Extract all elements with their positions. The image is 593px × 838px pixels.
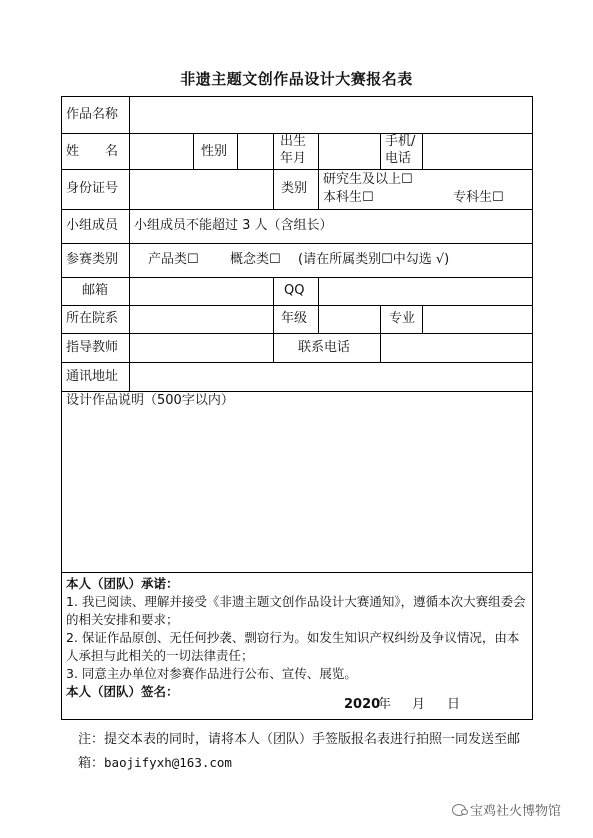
row-divider xyxy=(62,305,532,306)
watermark-text: 宝鸡社火博物馆 xyxy=(470,804,562,819)
phone-label-line2: 电话 xyxy=(385,151,412,166)
col-divider xyxy=(193,133,194,169)
signature-field[interactable] xyxy=(132,665,512,685)
qq-label: QQ xyxy=(284,283,305,298)
address-field[interactable] xyxy=(132,364,529,389)
college-field[interactable] xyxy=(132,307,270,331)
col-divider xyxy=(273,169,274,209)
contest-category-hint: (请在所属类别☐中勾选 √) xyxy=(298,252,450,267)
wechat-icon xyxy=(452,804,466,816)
qq-field[interactable] xyxy=(321,279,529,303)
category-option-junior-college[interactable]: 专科生☐ xyxy=(453,190,504,205)
commitment-heading: 本人（团队）承诺： xyxy=(66,576,179,591)
work-name-field[interactable] xyxy=(132,99,528,131)
major-label: 专业 xyxy=(389,311,416,326)
name-field[interactable] xyxy=(132,135,190,167)
name-label: 姓 名 xyxy=(66,144,119,159)
watermark xyxy=(452,800,561,819)
address-label: 通讯地址 xyxy=(66,369,119,384)
phone-field[interactable] xyxy=(425,135,529,167)
advisor-field[interactable] xyxy=(132,335,270,360)
commitment-item: 1. 我已阅读、理解并接受《非遗主题文创作品设计大赛通知》，遵循本次大赛组委会的相关安排和要求； xyxy=(66,594,526,627)
row-divider xyxy=(62,209,532,210)
row-divider xyxy=(62,243,532,244)
commitment-item: 3. 同意主办单位对参赛作品进行公布、宣传、展览。 xyxy=(66,666,357,681)
sign-month-unit: 月 xyxy=(412,697,426,712)
col-divider xyxy=(237,133,238,169)
id-card-label: 身份证号 xyxy=(66,181,119,196)
note-email[interactable]: baojifyxh@163.com xyxy=(104,755,232,770)
description-field[interactable] xyxy=(66,411,528,569)
contact-phone-label: 联系电话 xyxy=(298,340,351,355)
col-divider xyxy=(380,333,381,362)
col-divider xyxy=(318,133,319,169)
col-divider xyxy=(273,333,274,362)
email-label: 邮箱 xyxy=(82,283,109,298)
row-divider xyxy=(62,169,532,170)
row-divider xyxy=(62,277,532,278)
team-members-hint: 小组成员不能超过 3 人（含组长） xyxy=(134,218,333,233)
commitment-item: 2. 保证作品原创、无任何抄袭、剽窃行为。如发生知识产权纠纷及争议情况，由本人承担与此相关的一切法律责任； xyxy=(66,630,520,663)
row-divider xyxy=(62,333,532,334)
category-label: 类别 xyxy=(281,181,308,196)
sign-year: 2020 xyxy=(344,697,381,712)
grade-label: 年级 xyxy=(281,311,308,326)
description-label: 设计作品说明（500字以内） xyxy=(66,393,234,408)
birth-label-line1: 出生 xyxy=(280,134,307,149)
birth-field[interactable] xyxy=(321,135,377,167)
col-divider xyxy=(273,133,274,169)
sign-year-unit: 年 xyxy=(378,697,392,712)
contest-category-label: 参赛类别 xyxy=(66,252,119,267)
gender-label: 性别 xyxy=(201,144,228,159)
row-divider xyxy=(62,391,532,392)
col-divider xyxy=(273,277,274,333)
row-divider xyxy=(62,362,532,363)
col-divider xyxy=(380,305,381,333)
contact-phone-field[interactable] xyxy=(383,335,529,360)
birth-label-line2: 年月 xyxy=(280,151,307,166)
sign-day-unit: 日 xyxy=(447,697,461,712)
note-text: 注：提交本表的同时，请将本人（团队）手签版报名表进行拍照一同发送至邮箱： xyxy=(78,732,521,771)
registration-form xyxy=(61,96,533,720)
id-card-field[interactable] xyxy=(132,171,270,207)
advisor-label: 指导教师 xyxy=(66,340,119,355)
work-name-label: 作品名称 xyxy=(66,107,119,122)
col-divider xyxy=(380,133,381,169)
major-field[interactable] xyxy=(425,307,529,331)
gender-field[interactable] xyxy=(240,135,270,167)
col-divider xyxy=(318,277,319,333)
college-label: 所在院系 xyxy=(66,311,119,326)
team-members-label: 小组成员 xyxy=(66,218,119,233)
col-divider xyxy=(422,133,423,169)
col-divider xyxy=(422,305,423,333)
submission-note xyxy=(78,728,528,775)
col-divider xyxy=(129,97,130,391)
grade-field[interactable] xyxy=(321,307,377,331)
concept-option[interactable]: 概念类☐ xyxy=(230,252,281,267)
signature-label: 本人（团队）签名： xyxy=(66,684,179,699)
col-divider xyxy=(318,169,319,209)
form-title: 非遗主题文创作品设计大赛报名表 xyxy=(180,70,413,88)
category-option-postgrad[interactable]: 研究生及以上☐ xyxy=(323,172,413,187)
row-divider xyxy=(62,572,532,573)
phone-label-line1: 手机/ xyxy=(385,134,416,149)
category-option-undergrad[interactable]: 本科生☐ xyxy=(323,190,374,205)
email-field[interactable] xyxy=(132,279,270,303)
product-option[interactable]: 产品类☐ xyxy=(148,252,199,267)
